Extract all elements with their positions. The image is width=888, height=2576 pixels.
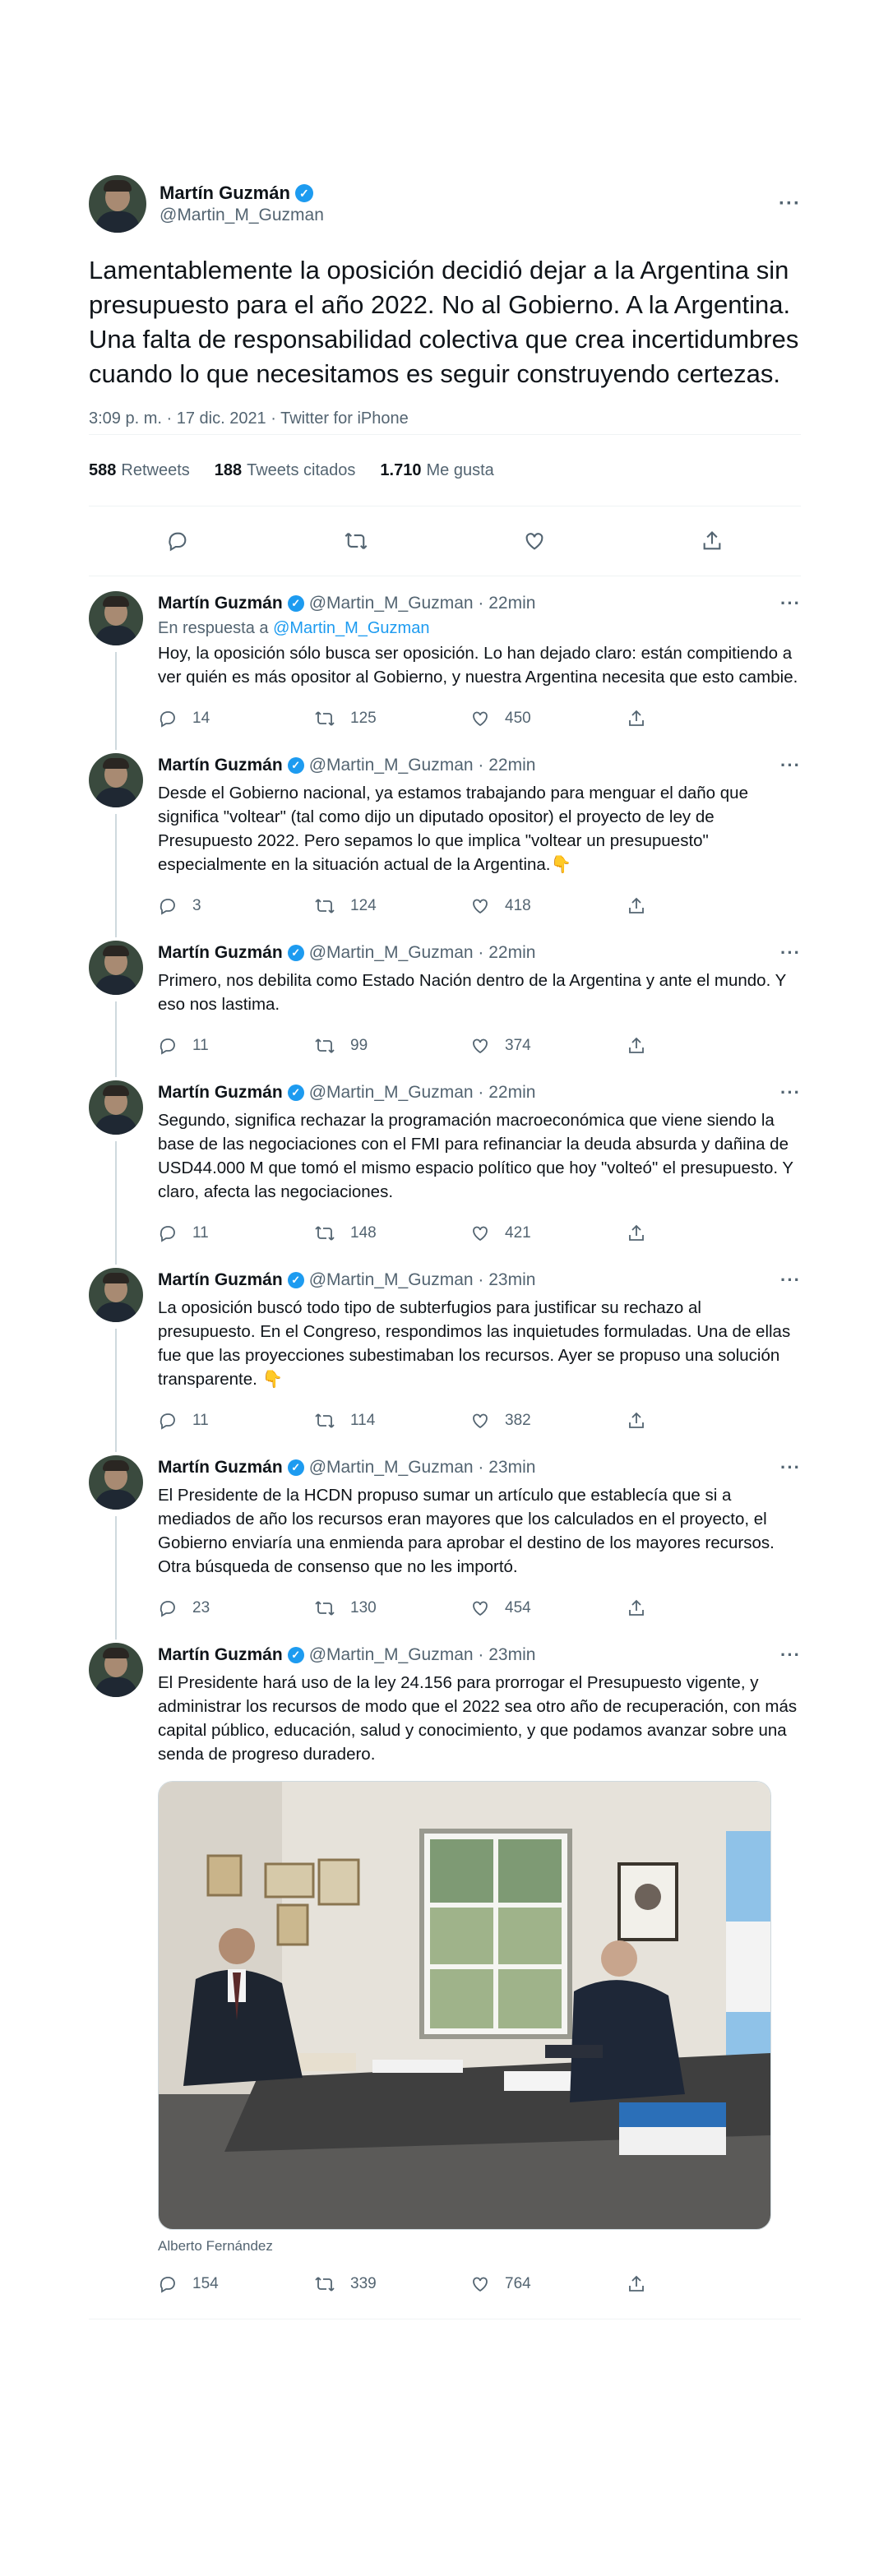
reply-actions (158, 1398, 801, 1444)
main-tweet-header (89, 173, 801, 235)
main-tweet (89, 173, 801, 576)
reply-count: 11 (192, 1412, 209, 1429)
reply-icon (158, 1223, 178, 1243)
author-name[interactable]: Martín Guzmán (158, 1270, 283, 1289)
share-button[interactable] (627, 1223, 783, 1243)
share-icon (627, 1411, 646, 1431)
reply-tweet[interactable] (89, 1268, 801, 1444)
retweet-count: 114 (350, 1412, 376, 1429)
author-name[interactable]: Martín Guzmán (158, 756, 283, 775)
author-name[interactable]: Martín Guzmán (158, 1645, 283, 1664)
like-button[interactable] (470, 1598, 627, 1618)
reply-button[interactable] (158, 1411, 314, 1431)
avatar[interactable] (89, 941, 143, 995)
retweet-button[interactable] (314, 1598, 470, 1618)
reply-button[interactable] (158, 896, 314, 916)
verified-badge-icon: ✓ (288, 595, 304, 612)
reply-actions (158, 1023, 801, 1069)
verified-badge-icon: ✓ (288, 945, 304, 961)
thread-line (115, 814, 117, 937)
retweet-button[interactable] (314, 1411, 470, 1431)
more-options-icon[interactable]: ··· (780, 755, 801, 775)
reply-icon (158, 1036, 178, 1056)
verified-badge-icon: ✓ (288, 1647, 304, 1663)
like-count: 454 (505, 1599, 531, 1616)
reply-icon (158, 709, 178, 728)
reply-text: Primero, nos debilita como Estado Nación dentro de la Argentina y ante el mundo. Y eso nos lastima. (158, 971, 791, 1014)
retweet-icon[interactable] (344, 530, 368, 553)
verified-badge-icon: ✓ (288, 757, 304, 774)
photo-tag[interactable]: Alberto Fernández (158, 2238, 273, 2254)
reply-icon (158, 1598, 178, 1618)
author-handle[interactable]: @Martin_M_Guzman (160, 206, 324, 224)
avatar[interactable] (89, 1080, 143, 1135)
like-count: 450 (505, 710, 531, 727)
reply-text: El Presidente hará uso de la ley 24.156 para prorrogar el Presupuesto vigente, y administrar los recursos de modo que el 2022 sea otro año de recuperación, con más capital público, educación, salud y conocimiento, y que podamos avanzar sobre una senda de progreso duradero. (158, 1673, 802, 1764)
like-button[interactable] (470, 2274, 627, 2294)
reply-actions (158, 696, 801, 742)
like-count: 374 (505, 1037, 531, 1054)
author-handle-time[interactable]: @Martin_M_Guzman · 23min (308, 1270, 536, 1289)
reply-count: 23 (192, 1599, 210, 1616)
reply-button[interactable] (158, 1598, 314, 1618)
avatar[interactable] (89, 175, 146, 233)
retweet-button[interactable] (314, 709, 470, 728)
main-tweet-actions (89, 506, 801, 576)
share-button[interactable] (627, 709, 783, 728)
reply-button[interactable] (158, 709, 314, 728)
reply-text: Segundo, significa rechazar la programación macroeconómica que viene siendo la base de las negociaciones con el FMI para refinanciar la deuda absurda y dañina de USD44.000 M que tomó el mismo espacio político que hoy "volteó" el presupuesto. Y claro, afecta las negociaciones. (158, 1111, 798, 1201)
verified-badge-icon: ✓ (288, 1272, 304, 1288)
like-count: 764 (505, 2275, 531, 2292)
retweet-button[interactable] (314, 896, 470, 916)
reply-text: Desde el Gobierno nacional, ya estamos trabajando para menguar el daño que significa "voltear" (tal como dijo un diputado opositor) el proyecto de ley de Presupuesto 2022. Pero sepamos lo que implica "voltear un presupuesto" especialmente en la situación actual de la Argentina.👇 (158, 784, 753, 874)
like-icon (470, 1223, 490, 1243)
more-options-icon[interactable]: ··· (779, 192, 801, 215)
avatar[interactable] (89, 753, 143, 807)
retweet-icon (314, 896, 335, 916)
avatar[interactable] (89, 1268, 143, 1322)
reply-tweet[interactable] (89, 591, 801, 742)
reply-icon (158, 896, 178, 916)
replying-to-link[interactable]: @Martin_M_Guzman (273, 619, 430, 637)
retweet-icon (314, 1411, 335, 1431)
share-button[interactable] (627, 896, 783, 916)
verified-badge-icon: ✓ (288, 1459, 304, 1476)
more-options-icon[interactable]: ··· (780, 942, 801, 963)
tweet-photo[interactable] (158, 1781, 771, 2230)
avatar[interactable] (89, 1643, 143, 1697)
like-button[interactable] (470, 1036, 627, 1056)
author-handle-time[interactable]: @Martin_M_Guzman · 23min (308, 1645, 536, 1664)
reply-button[interactable] (158, 1036, 314, 1056)
like-count: 421 (505, 1224, 531, 1242)
like-button[interactable] (470, 709, 627, 728)
more-options-icon[interactable]: ··· (780, 593, 801, 613)
like-icon (470, 1036, 490, 1056)
like-button[interactable] (470, 1411, 627, 1431)
reply-count: 11 (192, 1224, 209, 1242)
thread-line (115, 1329, 117, 1452)
like-icon (470, 709, 490, 728)
author-handle-time[interactable]: @Martin_M_Guzman · 22min (308, 1083, 536, 1102)
thread-line (115, 1141, 117, 1265)
avatar[interactable] (89, 1455, 143, 1510)
reply-text: El Presidente de la HCDN propuso sumar un artículo que establecía que si a mediados de año los recursos eran mayores que los calculados en el proyecto, el Gobierno enviaría una enmienda para aprobar el destino de los mayores recursos. Otra búsqueda de consenso que no les importó. (158, 1486, 779, 1576)
replying-to: En respuesta a @Martin_M_Guzman (158, 619, 430, 637)
like-icon (470, 896, 490, 916)
author-handle-time[interactable]: @Martin_M_Guzman · 23min (308, 1458, 536, 1477)
author-name[interactable]: Martín Guzmán (158, 1083, 283, 1102)
like-count: 382 (505, 1412, 531, 1429)
reply-tweet[interactable] (89, 1455, 801, 1631)
share-button[interactable] (627, 1598, 783, 1618)
main-tweet-text: Lamentablemente la oposición decidió dejar a la Argentina sin presupuesto para el año 2022. No al Gobierno. A la Argentina. Una falta de responsabilidad colectiva que crea incertidumbres cuando lo que necesitamos es seguir construyendo certezas. (89, 256, 799, 388)
verified-badge-icon: ✓ (288, 1085, 304, 1101)
reply-actions (158, 1210, 801, 1256)
reply-count: 154 (192, 2275, 219, 2292)
author-name[interactable]: Martín Guzmán (158, 594, 283, 613)
author-handle-time[interactable]: @Martin_M_Guzman · 22min (308, 756, 536, 775)
avatar[interactable] (89, 591, 143, 645)
retweet-icon (314, 2274, 335, 2294)
tweet-meta[interactable]: 3:09 p. m. · 17 dic. 2021 · Twitter for iPhone (89, 409, 409, 428)
retweet-count: 125 (350, 710, 377, 727)
author-name[interactable]: Martín Guzmán (158, 1458, 283, 1477)
retweet-button[interactable] (314, 2274, 470, 2294)
reply-count: 3 (192, 897, 201, 914)
reply-text: La oposición buscó todo tipo de subterfugios para justificar su rechazo al presupuesto. En el Congreso, respondimos las inquietudes formuladas. Una de ellas fue que las proyecciones subestimaban los recursos. Ayer se propuso una solución transparente. 👇 (158, 1298, 795, 1389)
more-options-icon[interactable]: ··· (780, 1082, 801, 1103)
share-icon (627, 2274, 646, 2294)
reply-thread (89, 591, 801, 2319)
author-name[interactable]: Martín Guzmán (160, 183, 290, 203)
share-icon (627, 1598, 646, 1618)
thread-column (89, 173, 801, 2319)
retweet-count: 130 (350, 1599, 377, 1616)
stat-likes[interactable]: 1.710 Me gusta (380, 460, 494, 479)
thread-line (115, 652, 117, 750)
like-icon (470, 2274, 490, 2294)
reply-count: 11 (192, 1037, 209, 1054)
reply-icon (158, 1411, 178, 1431)
like-icon[interactable] (523, 530, 546, 553)
share-icon[interactable] (701, 530, 724, 553)
tweet-stats (89, 435, 801, 506)
reply-tweet[interactable] (89, 1643, 801, 2307)
share-icon (627, 709, 646, 728)
share-button[interactable] (627, 1036, 783, 1056)
thread-line (115, 1001, 117, 1077)
reply-tweet[interactable] (89, 1080, 801, 1256)
stat-retweets[interactable]: 588 Retweets (89, 460, 190, 479)
stat-quote-tweets[interactable]: 188 Tweets citados (214, 460, 356, 479)
share-icon (627, 1036, 646, 1056)
reply-button[interactable] (158, 2274, 314, 2294)
reply-text: Hoy, la oposición sólo busca ser oposición. Lo han dejado claro: están compitiendo a ver quién es más opositor al Gobierno, y nuestra Argentina necesita que esto cambie. (158, 644, 798, 687)
retweet-icon (314, 709, 335, 728)
share-button[interactable] (627, 1411, 783, 1431)
like-count: 418 (505, 897, 531, 914)
more-options-icon[interactable]: ··· (780, 1270, 801, 1290)
retweet-button[interactable] (314, 1223, 470, 1243)
verified-badge-icon: ✓ (295, 184, 313, 202)
reply-actions (158, 2261, 801, 2307)
more-options-icon[interactable]: ··· (780, 1644, 801, 1665)
retweet-count: 99 (350, 1037, 368, 1054)
like-icon (470, 1598, 490, 1618)
thread-line (115, 1516, 117, 1639)
retweet-icon (314, 1223, 335, 1243)
retweet-count: 124 (350, 897, 377, 914)
reply-tweet[interactable] (89, 941, 801, 1069)
reply-icon (158, 2274, 178, 2294)
like-button[interactable] (470, 896, 627, 916)
author-handle-time[interactable]: @Martin_M_Guzman · 22min (308, 594, 536, 613)
retweet-button[interactable] (314, 1036, 470, 1056)
retweet-icon (314, 1036, 335, 1056)
reply-actions (158, 1585, 801, 1631)
reply-icon[interactable] (166, 530, 189, 553)
reply-button[interactable] (158, 1223, 314, 1243)
like-button[interactable] (470, 1223, 627, 1243)
like-icon (470, 1411, 490, 1431)
more-options-icon[interactable]: ··· (780, 1457, 801, 1478)
share-icon (627, 1223, 646, 1243)
retweet-icon (314, 1598, 335, 1618)
author-handle-time[interactable]: @Martin_M_Guzman · 22min (308, 943, 536, 962)
share-icon (627, 896, 646, 916)
retweet-count: 148 (350, 1224, 377, 1242)
reply-actions (158, 883, 801, 929)
reply-tweet[interactable] (89, 753, 801, 929)
retweet-count: 339 (350, 2275, 377, 2292)
author-name[interactable]: Martín Guzmán (158, 943, 283, 962)
reply-count: 14 (192, 710, 210, 727)
share-button[interactable] (627, 2274, 783, 2294)
